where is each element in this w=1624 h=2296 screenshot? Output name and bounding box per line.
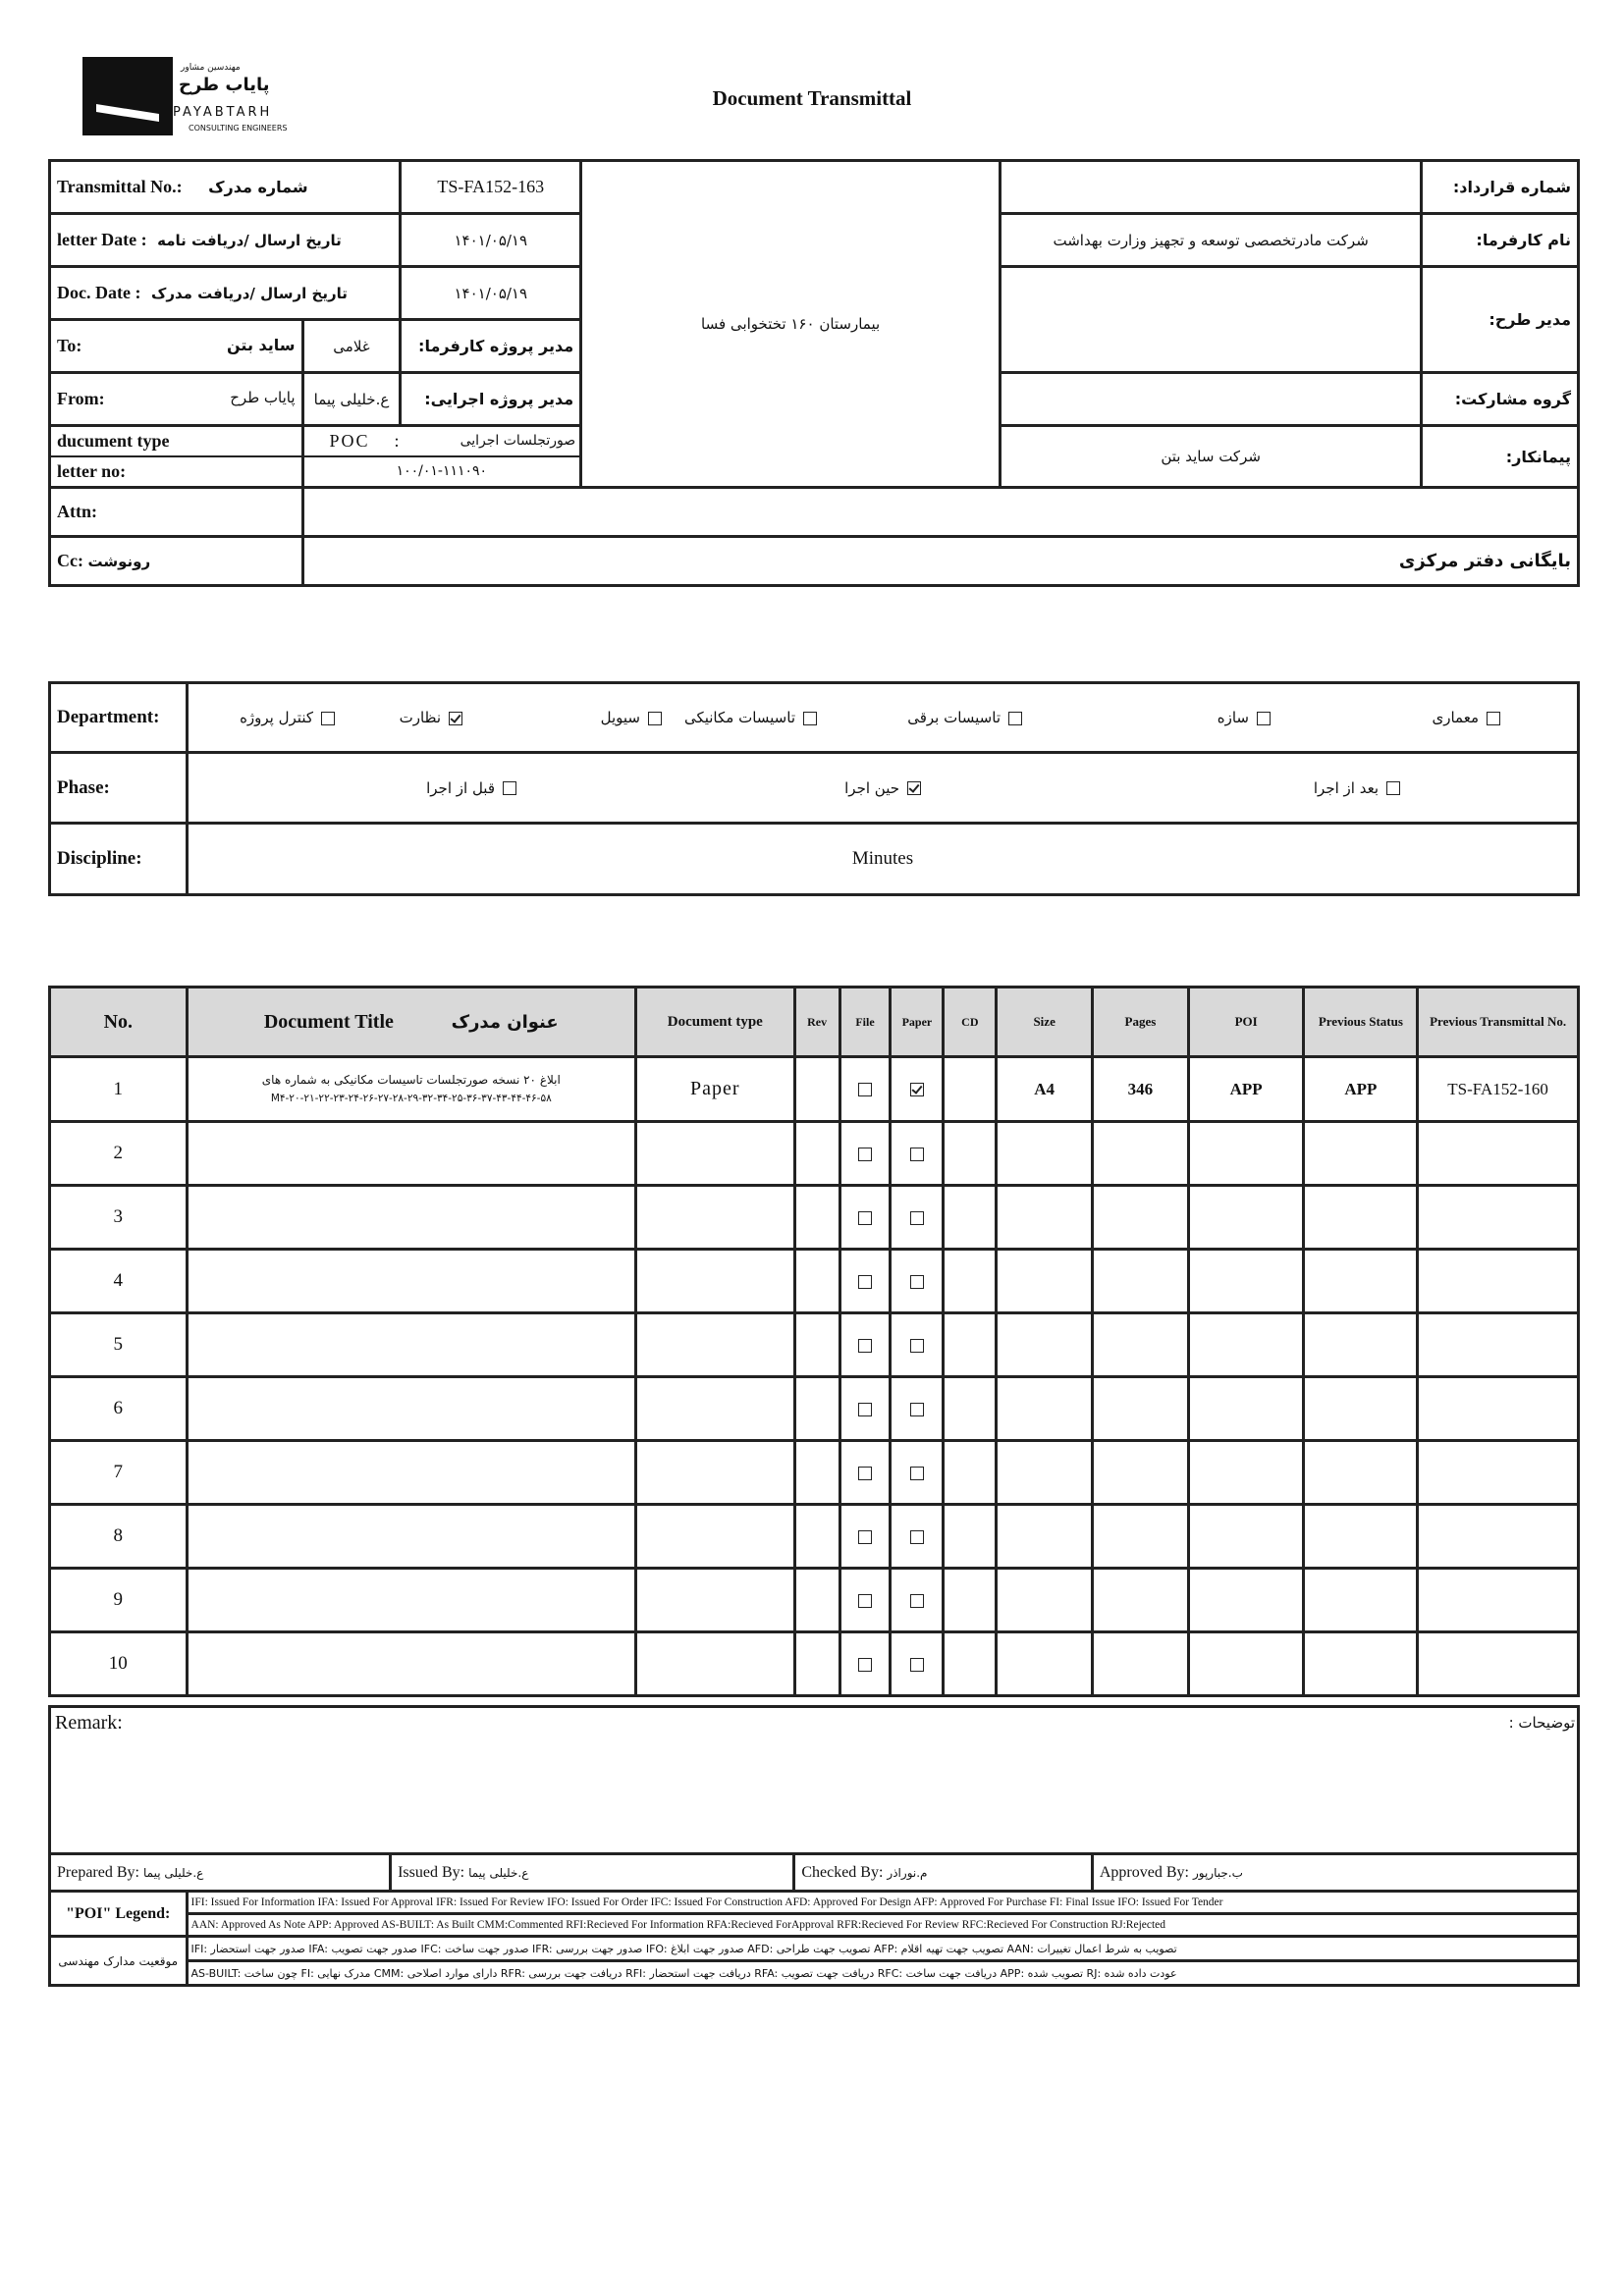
table-row xyxy=(50,1313,1579,1377)
row-prev-transmittal xyxy=(1418,1122,1579,1186)
doc-type-code: POC xyxy=(329,431,370,451)
row-poi xyxy=(1188,1250,1304,1313)
dept-option-label: کنترل پروژه xyxy=(240,709,313,726)
row-cd xyxy=(944,1441,997,1505)
file-checkbox[interactable] xyxy=(858,1339,872,1353)
attn-value xyxy=(302,488,1578,537)
row-size: A4 xyxy=(997,1057,1093,1122)
dept-checkbox-electrical[interactable] xyxy=(1008,712,1022,725)
paper-checkbox[interactable] xyxy=(910,1083,924,1096)
row-size xyxy=(997,1632,1093,1696)
row-file[interactable] xyxy=(839,1505,891,1569)
row-title xyxy=(187,1569,635,1632)
phase-option-before[interactable] xyxy=(426,779,516,797)
row-cd xyxy=(944,1186,997,1250)
dept-option-label: تاسیسات مکانیکی xyxy=(683,709,795,726)
remark-label: Remark: xyxy=(55,1712,123,1734)
row-prev-status xyxy=(1304,1569,1418,1632)
doc-type-separator: : xyxy=(394,431,400,451)
dept-option-label: سیویل xyxy=(600,709,640,726)
row-file[interactable] xyxy=(839,1250,891,1313)
from-cell xyxy=(50,373,303,426)
row-doc-type xyxy=(635,1632,794,1696)
letter-date-label-cell xyxy=(50,214,401,267)
table-row xyxy=(50,1122,1579,1186)
paper-checkbox[interactable] xyxy=(910,1403,924,1416)
row-poi xyxy=(1188,1505,1304,1569)
dept-checkbox-project-control[interactable] xyxy=(321,712,335,725)
paper-checkbox[interactable] xyxy=(910,1339,924,1353)
cc-label-cell xyxy=(50,537,303,586)
phase-checkbox-during[interactable] xyxy=(907,781,921,795)
row-paper[interactable] xyxy=(891,1250,944,1313)
row-doc-type xyxy=(635,1505,794,1569)
poi-legend-line1: IFI: Issued For Information IFA: Issued For Approval IFR: Issued For Review IFO: Issued For Order IFC: Issued For Construction AFD: Approved For Design AFP: Approved For Purchase FI: Final Issue IFO: Issued For Tender xyxy=(190,1896,1223,1908)
row-cd xyxy=(944,1250,997,1313)
row-pages: 346 xyxy=(1093,1057,1189,1122)
issued-by-cell xyxy=(391,1854,794,1892)
row-poi xyxy=(1188,1377,1304,1441)
table-row xyxy=(50,1505,1579,1569)
remark-cell xyxy=(50,1707,1579,1854)
doc-date-label: Doc. Date : xyxy=(57,283,141,302)
status-legend-line1: IFI: صدور جهت استحضار IFA: صدور جهت تصویب IFC: صدور جهت ساخت IFR: صدور جهت بررسی IFO: صدور جهت ابلاغ AFD: تصویب جهت طراحی AFP: تصویب جهت تهیه اقلام AAN: تصویب به شرط اعمال تغییرات xyxy=(190,1942,1177,1955)
row-prev-transmittal xyxy=(1418,1250,1579,1313)
cc-label: Cc: xyxy=(57,551,83,570)
row-rev xyxy=(794,1057,839,1122)
discipline-value: Minutes xyxy=(187,824,1578,895)
paper-checkbox[interactable] xyxy=(910,1658,924,1672)
row-prev-status xyxy=(1304,1441,1418,1505)
status-legend-line1-cell xyxy=(187,1937,1578,1961)
header-paper: Paper xyxy=(891,988,944,1057)
letter-no-label: letter no: xyxy=(57,461,127,481)
phase-checkbox-before[interactable] xyxy=(503,781,516,795)
doc-type-row xyxy=(304,427,580,457)
table-row xyxy=(50,1569,1579,1632)
row-size xyxy=(997,1377,1093,1441)
row-file[interactable] xyxy=(839,1313,891,1377)
row-doc-type xyxy=(635,1250,794,1313)
table-header-row xyxy=(50,988,1579,1057)
poi-legend-line2-cell xyxy=(187,1914,1578,1937)
phase-option-during[interactable] xyxy=(844,779,921,797)
header-file: File xyxy=(839,988,891,1057)
design-manager-label: مدیر طرح: xyxy=(1422,267,1579,373)
header-prev-transmittal: Previous Transmittal No. xyxy=(1418,988,1579,1057)
row-prev-status xyxy=(1304,1122,1418,1186)
row-file[interactable] xyxy=(839,1057,891,1122)
footer-table xyxy=(48,1705,1580,1987)
row-no: 3 xyxy=(50,1186,188,1250)
logo-text-fa: پایاب طرح xyxy=(179,75,270,95)
from-manager: ع.خلیلی پیما xyxy=(302,373,401,426)
row-pages xyxy=(1093,1250,1189,1313)
row-rev xyxy=(794,1250,839,1313)
issued-by-label: Issued By: xyxy=(398,1863,465,1881)
doc-type-label: ducument type xyxy=(51,427,301,457)
paper-checkbox[interactable] xyxy=(910,1211,924,1225)
row-prev-status xyxy=(1304,1250,1418,1313)
row-poi: APP xyxy=(1188,1057,1304,1122)
row-file[interactable] xyxy=(839,1569,891,1632)
row-doc-type xyxy=(635,1441,794,1505)
row-title xyxy=(187,1186,635,1250)
file-checkbox[interactable] xyxy=(858,1083,872,1096)
from-label: From: xyxy=(57,389,105,408)
dept-option-electrical[interactable] xyxy=(907,709,1022,726)
client-label: نام کارفرما: xyxy=(1422,214,1579,267)
poi-legend-line2: AAN: Approved As Note APP: Approved AS-BUILT: As Built CMM:Commented RFI:Recieved For Information RFA:Recieved ForApproval RFR:Recieved For Review RFC:Recieved For Construction RJ:Rejected xyxy=(190,1919,1166,1931)
status-legend-line2: AS-BUILT: چون ساخت FI: مدرک نهایی CMM: دارای موارد اصلاحی RFR: دریافت جهت بررسی RFI: دریافت جهت استحضار RFA: دریافت جهت تصویب RFC: دریافت جهت ساخت APP: تصویب شده RJ: عودت داده شده xyxy=(190,1966,1177,1980)
phase-option-label: حین اجرا xyxy=(844,778,899,797)
row-doc-type xyxy=(635,1186,794,1250)
doc-type-fa: صورتجلسات اجرایی xyxy=(460,433,576,449)
file-checkbox[interactable] xyxy=(858,1275,872,1289)
row-prev-transmittal xyxy=(1418,1186,1579,1250)
row-poi xyxy=(1188,1313,1304,1377)
to-cell xyxy=(50,320,303,373)
row-prev-status xyxy=(1304,1186,1418,1250)
row-title xyxy=(187,1313,635,1377)
row-title-line2: M۴-۲۰-۲۱-۲۲-۲۳-۲۴-۲۶-۲۷-۲۸-۲۹-۳۲-۳۴-۲۵-۳۶-۳۷-۴۳-۴۴-۴۶-۵۸ xyxy=(270,1092,552,1104)
file-checkbox[interactable] xyxy=(858,1467,872,1480)
doc-date-label-cell xyxy=(50,267,401,320)
doc-date: ۱۴۰۱/۰۵/۱۹ xyxy=(401,267,581,320)
row-rev xyxy=(794,1441,839,1505)
checked-by: م.نوراذر xyxy=(887,1865,928,1880)
header-poi: POI xyxy=(1188,988,1304,1057)
row-paper[interactable] xyxy=(891,1377,944,1441)
row-prev-transmittal xyxy=(1418,1569,1579,1632)
phase-options xyxy=(187,753,1578,824)
row-no: 4 xyxy=(50,1250,188,1313)
approved-by: ب.جبارپور xyxy=(1192,1865,1243,1880)
row-title xyxy=(187,1441,635,1505)
dept-option-label: سازه xyxy=(1217,709,1249,726)
row-doc-type xyxy=(635,1122,794,1186)
row-cd xyxy=(944,1569,997,1632)
row-rev xyxy=(794,1122,839,1186)
logo-text-en: PAYABTARH xyxy=(173,105,273,120)
dept-checkbox-structure[interactable] xyxy=(1257,712,1271,725)
row-paper[interactable] xyxy=(891,1569,944,1632)
client-name: شرکت مادرتخصصی توسعه و تجهیز وزارت بهداشت xyxy=(1001,214,1422,267)
contract-no xyxy=(1001,161,1422,214)
row-rev xyxy=(794,1186,839,1250)
row-prev-transmittal xyxy=(1418,1632,1579,1696)
design-manager xyxy=(1001,267,1422,373)
file-checkbox[interactable] xyxy=(858,1403,872,1416)
phase-checkbox-after[interactable] xyxy=(1386,781,1400,795)
transmittal-info-table xyxy=(48,159,1580,587)
header-title-fa: عنوان مدرک xyxy=(451,1011,559,1033)
row-paper[interactable] xyxy=(891,1057,944,1122)
paper-checkbox[interactable] xyxy=(910,1530,924,1544)
row-cd xyxy=(944,1632,997,1696)
paper-checkbox[interactable] xyxy=(910,1594,924,1608)
letter-no: ۱۰۰/۰۱-۱۱۱۰۹۰ xyxy=(396,463,488,479)
doc-type-letter-value-cell xyxy=(302,426,581,488)
row-prev-status xyxy=(1304,1377,1418,1441)
to-manager-label: مدیر پروژه کارفرما: xyxy=(401,320,581,373)
row-size xyxy=(997,1505,1093,1569)
table-row xyxy=(50,1632,1579,1696)
row-file[interactable] xyxy=(839,1441,891,1505)
from-manager-label: مدیر پروژه اجرایی: xyxy=(401,373,581,426)
row-size xyxy=(997,1250,1093,1313)
row-poi xyxy=(1188,1569,1304,1632)
documents-table xyxy=(48,986,1580,1697)
row-doc-type xyxy=(635,1569,794,1632)
row-doc-type xyxy=(635,1377,794,1441)
row-prev-transmittal xyxy=(1418,1377,1579,1441)
header-pages: Pages xyxy=(1093,988,1189,1057)
attn-label: Attn: xyxy=(50,488,303,537)
dept-option-label: تاسیسات برقی xyxy=(907,709,1001,726)
row-doc-type: Paper xyxy=(635,1057,794,1122)
row-prev-status xyxy=(1304,1632,1418,1696)
row-prev-transmittal xyxy=(1418,1441,1579,1505)
row-pages xyxy=(1093,1377,1189,1441)
row-no: 7 xyxy=(50,1441,188,1505)
status-legend-line2-cell xyxy=(187,1961,1578,1986)
prepared-by: ع.خلیلی پیما xyxy=(142,1865,204,1880)
from-value: پایاب طرح xyxy=(230,389,296,406)
row-prev-transmittal xyxy=(1418,1505,1579,1569)
status-legend-label: موقعیت مدارک مهندسی xyxy=(50,1937,188,1986)
contractor-label: پیمانکار: xyxy=(1422,426,1579,488)
row-poi xyxy=(1188,1186,1304,1250)
paper-checkbox[interactable] xyxy=(910,1148,924,1161)
header-doc-type: Document type xyxy=(635,988,794,1057)
dept-option-label: نظارت xyxy=(399,709,441,726)
prepared-by-label: Prepared By: xyxy=(57,1863,139,1881)
row-no: 2 xyxy=(50,1122,188,1186)
dept-option-civil[interactable] xyxy=(601,709,662,726)
row-paper[interactable] xyxy=(891,1186,944,1250)
header-no: No. xyxy=(50,988,188,1057)
prepared-by-cell xyxy=(50,1854,391,1892)
row-pages xyxy=(1093,1313,1189,1377)
transmittal-no: TS-FA152-163 xyxy=(401,161,581,214)
row-pages xyxy=(1093,1441,1189,1505)
row-prev-status xyxy=(1304,1505,1418,1569)
row-prev-transmittal: TS-FA152-160 xyxy=(1418,1057,1579,1122)
phase-option-label: بعد از اجرا xyxy=(1313,778,1379,797)
approved-by-label: Approved By: xyxy=(1099,1863,1189,1881)
department-options xyxy=(187,683,1578,753)
row-paper[interactable] xyxy=(891,1313,944,1377)
cc-value: بایگانی دفتر مرکزی xyxy=(302,537,1578,586)
row-file[interactable] xyxy=(839,1186,891,1250)
transmittal-no-label: Transmittal No.: xyxy=(57,177,183,196)
row-size xyxy=(997,1441,1093,1505)
doc-date-label-fa: تاریخ ارسال /دریافت مدرک xyxy=(150,285,348,302)
row-no: 1 xyxy=(50,1057,188,1122)
file-checkbox[interactable] xyxy=(858,1594,872,1608)
dept-option-project-control[interactable] xyxy=(240,709,335,726)
dept-option-mechanical[interactable] xyxy=(684,709,817,726)
contract-no-label: شماره قرارداد: xyxy=(1422,161,1579,214)
table-row xyxy=(50,1186,1579,1250)
row-no: 8 xyxy=(50,1505,188,1569)
logo-text-fa-small: مهندسین مشاور xyxy=(181,63,241,73)
row-size xyxy=(997,1313,1093,1377)
dept-checkbox-supervision[interactable] xyxy=(449,712,462,725)
row-paper[interactable] xyxy=(891,1441,944,1505)
dept-option-structure[interactable] xyxy=(1218,709,1271,726)
letter-date: ۱۴۰۱/۰۵/۱۹ xyxy=(401,214,581,267)
row-title xyxy=(187,1250,635,1313)
row-paper[interactable] xyxy=(891,1122,944,1186)
row-no: 6 xyxy=(50,1377,188,1441)
approved-by-cell xyxy=(1092,1854,1578,1892)
row-paper[interactable] xyxy=(891,1632,944,1696)
transmittal-no-label-fa: شماره مدرک xyxy=(208,178,308,196)
classification-table xyxy=(48,681,1580,896)
row-title xyxy=(187,1057,635,1122)
file-checkbox[interactable] xyxy=(858,1530,872,1544)
paper-checkbox[interactable] xyxy=(910,1275,924,1289)
row-file[interactable] xyxy=(839,1377,891,1441)
header-cd: CD xyxy=(944,988,997,1057)
row-pages xyxy=(1093,1632,1189,1696)
header-title-en: Document Title xyxy=(263,1010,394,1033)
logo-subtext-en: CONSULTING ENGINEERS xyxy=(189,124,288,133)
row-size xyxy=(997,1569,1093,1632)
table-row xyxy=(50,1250,1579,1313)
row-doc-type xyxy=(635,1313,794,1377)
doc-type-letter-label-cell xyxy=(50,426,303,488)
file-checkbox[interactable] xyxy=(858,1211,872,1225)
header-size: Size xyxy=(997,988,1093,1057)
to-label: To: xyxy=(57,336,82,355)
dept-option-label: معماری xyxy=(1432,709,1479,726)
row-rev xyxy=(794,1569,839,1632)
header-prev-status: Previous Status xyxy=(1304,988,1418,1057)
row-rev xyxy=(794,1313,839,1377)
table-row xyxy=(50,1441,1579,1505)
partnership-label: گروه مشارکت: xyxy=(1422,373,1579,426)
row-cd xyxy=(944,1122,997,1186)
row-rev xyxy=(794,1632,839,1696)
table-row xyxy=(50,1057,1579,1122)
row-title xyxy=(187,1377,635,1441)
row-cd xyxy=(944,1377,997,1441)
contractor: شرکت ساید بتن xyxy=(1001,426,1422,488)
row-poi xyxy=(1188,1632,1304,1696)
row-cd xyxy=(944,1505,997,1569)
row-prev-status xyxy=(1304,1313,1418,1377)
document-title: Document Transmittal xyxy=(712,86,912,110)
file-checkbox[interactable] xyxy=(858,1148,872,1161)
row-file[interactable] xyxy=(839,1632,891,1696)
row-pages xyxy=(1093,1122,1189,1186)
row-cd xyxy=(944,1057,997,1122)
cc-label-fa: رونوشت xyxy=(87,553,151,570)
row-pages xyxy=(1093,1569,1189,1632)
checked-by-cell xyxy=(794,1854,1093,1892)
dept-checkbox-mechanical[interactable] xyxy=(803,712,817,725)
row-prev-transmittal xyxy=(1418,1313,1579,1377)
row-prev-status: APP xyxy=(1304,1057,1418,1122)
poi-legend-label: "POI" Legend: xyxy=(50,1892,188,1937)
dept-option-supervision[interactable] xyxy=(400,709,462,726)
row-paper[interactable] xyxy=(891,1505,944,1569)
remark-label-fa: توضیحات : xyxy=(1508,1714,1575,1732)
partnership xyxy=(1001,373,1422,426)
phase-label: Phase: xyxy=(50,753,188,824)
row-no: 10 xyxy=(50,1632,188,1696)
row-cd xyxy=(944,1313,997,1377)
letter-date-label-fa: تاریخ ارسال /دریافت نامه xyxy=(157,232,342,249)
table-row xyxy=(50,1377,1579,1441)
to-value: ساید بتن xyxy=(227,336,296,354)
file-checkbox[interactable] xyxy=(858,1658,872,1672)
row-pages xyxy=(1093,1505,1189,1569)
letter-date-label: letter Date : xyxy=(57,230,147,249)
dept-option-architecture[interactable] xyxy=(1433,709,1501,726)
header-title xyxy=(187,988,635,1057)
phase-option-label: قبل از اجرا xyxy=(426,778,495,797)
poi-legend-line1-cell xyxy=(187,1892,1578,1914)
phase-option-after[interactable] xyxy=(1314,779,1400,797)
row-poi xyxy=(1188,1122,1304,1186)
discipline-label: Discipline: xyxy=(50,824,188,895)
row-size xyxy=(997,1122,1093,1186)
row-title-line1: ابلاغ ۲۰ نسخه صورتجلسات تاسیسات مکانیکی به شماره های xyxy=(261,1073,561,1088)
header-rev: Rev xyxy=(794,988,839,1057)
dept-checkbox-architecture[interactable] xyxy=(1487,712,1500,725)
row-size xyxy=(997,1186,1093,1250)
row-title xyxy=(187,1632,635,1696)
dept-checkbox-civil[interactable] xyxy=(648,712,662,725)
transmittal-no-label-cell xyxy=(50,161,401,214)
to-manager: غلامی xyxy=(302,320,401,373)
row-rev xyxy=(794,1377,839,1441)
row-pages xyxy=(1093,1186,1189,1250)
paper-checkbox[interactable] xyxy=(910,1467,924,1480)
row-no: 9 xyxy=(50,1569,188,1632)
row-title xyxy=(187,1505,635,1569)
row-title xyxy=(187,1122,635,1186)
row-file[interactable] xyxy=(839,1122,891,1186)
issued-by: ع.خلیلی پیما xyxy=(468,1865,529,1880)
project-name: بیمارستان ۱۶۰ تختخوابی فسا xyxy=(581,161,1001,488)
row-no: 5 xyxy=(50,1313,188,1377)
row-poi xyxy=(1188,1441,1304,1505)
department-label: Department: xyxy=(50,683,188,753)
checked-by-label: Checked By: xyxy=(801,1863,884,1881)
row-rev xyxy=(794,1505,839,1569)
